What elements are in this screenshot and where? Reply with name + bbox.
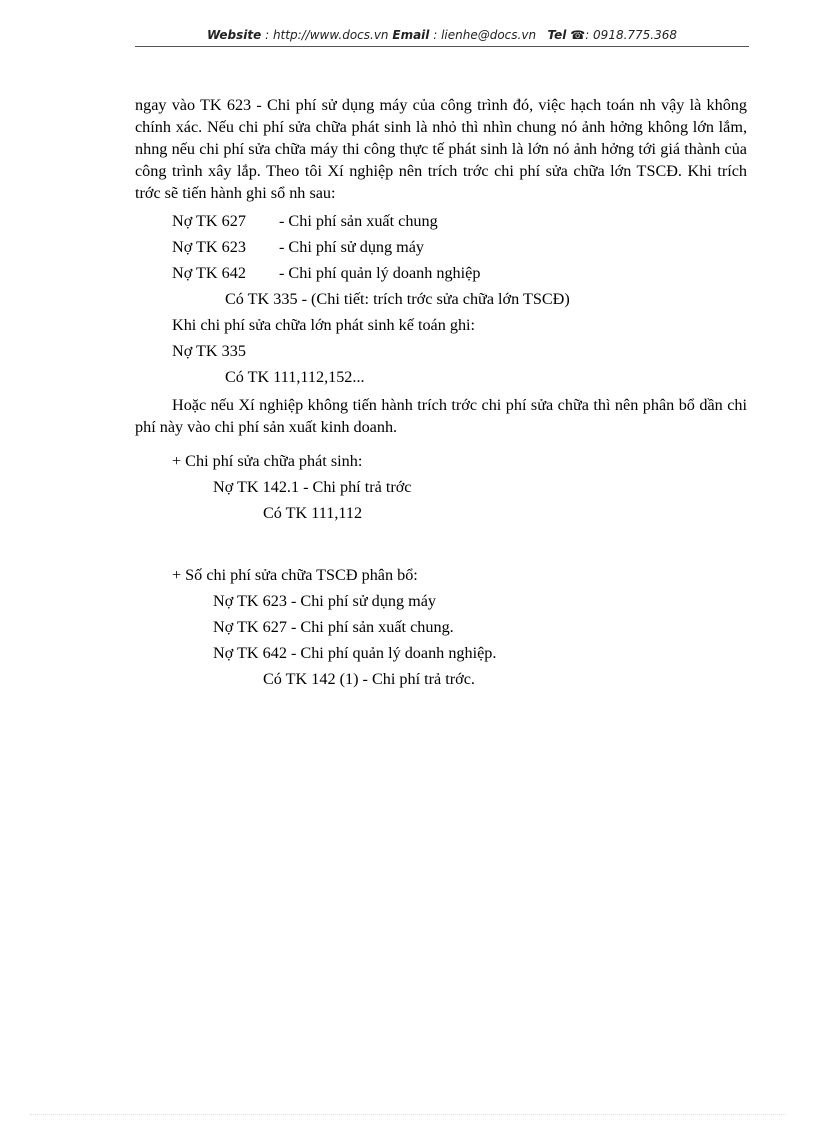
text-line: Khi chi phí sửa chữa lớn phát sinh kế toán ghi:: [172, 316, 476, 334]
section-title: + Chi phí sửa chữa phát sinh:: [172, 452, 363, 470]
paragraph-2: Hoặc nếu Xí nghiệp không tiến hành trích trớc chi phí sửa chữa thì nên phân bổ dần chi phí này vào chi phí sản xuất kinh doanh.: [135, 396, 747, 436]
credit-line: Có TK 142 (1) - Chi phí trả trớc.: [263, 670, 475, 688]
debit-line: Nợ TK 642 - Chi phí quản lý doanh nghiệp.: [213, 644, 497, 662]
header-divider: [135, 46, 749, 47]
entry-desc: - Chi phí sử dụng máy: [279, 238, 425, 256]
phone-icon: ☎: [570, 28, 586, 42]
entry-desc: - Chi phí sản xuất chung: [279, 212, 438, 230]
entry-row: [135, 234, 747, 260]
debit-line: Nợ TK 627 - Chi phí sản xuất chung.: [213, 618, 454, 636]
tel-value: : 0918.775.368: [585, 28, 678, 42]
paragraph-1: ngay vào TK 623 - Chi phí sử dụng máy của công trình đó, việc hạch toán nh vậy là không chính xác. Nếu chi phí sửa chữa phát sinh là nhỏ thì nhìn chung nó ảnh hởng không lớn lắm, nhng nếu chi phí sửa chữa máy thi công thực tế phát sinh là lớn nó ảnh hởng tới giá thành của công trình xây lắp. Theo tôi Xí nghiệp nên trích trớc chi phí sửa chữa lớn TSCĐ. Khi trích trớc sẽ tiến hành ghi sổ nh sau:: [135, 96, 747, 202]
entry-code: Nợ TK 642: [172, 264, 246, 282]
credit-line: Có TK 111,112,152...: [225, 368, 365, 386]
website-sep: :: [261, 28, 273, 42]
website-link[interactable]: http://www.docs.vn: [272, 28, 389, 42]
website-label: Website: [206, 28, 262, 42]
debit-line: Nợ TK 623 - Chi phí sử dụng máy: [213, 592, 436, 610]
credit-line: Có TK 111,112: [263, 504, 363, 522]
footer-divider: [30, 1114, 786, 1115]
tel-label: Tel: [547, 28, 567, 42]
email-link[interactable]: lienhe@docs.vn: [441, 28, 537, 42]
entry-code: Nợ TK 623: [172, 238, 246, 256]
debit-line: Nợ TK 142.1 - Chi phí trả trớc: [213, 478, 412, 496]
document-body: [135, 94, 747, 692]
page-header: [135, 28, 749, 42]
entry-code: Nợ TK 627: [172, 212, 246, 230]
email-sep: :: [429, 28, 442, 42]
entry-row: [135, 260, 747, 286]
debit-line: Nợ TK 335: [172, 342, 246, 360]
entry-row: [135, 208, 747, 234]
email-label: Email: [392, 28, 430, 42]
entry-desc: - Chi phí quản lý doanh nghiệp: [279, 264, 481, 282]
credit-line: Có TK 335 - (Chi tiết: trích trớc sửa chữa lớn TSCĐ): [225, 290, 570, 308]
section-title: + Số chi phí sửa chữa TSCĐ phân bổ:: [172, 566, 418, 584]
